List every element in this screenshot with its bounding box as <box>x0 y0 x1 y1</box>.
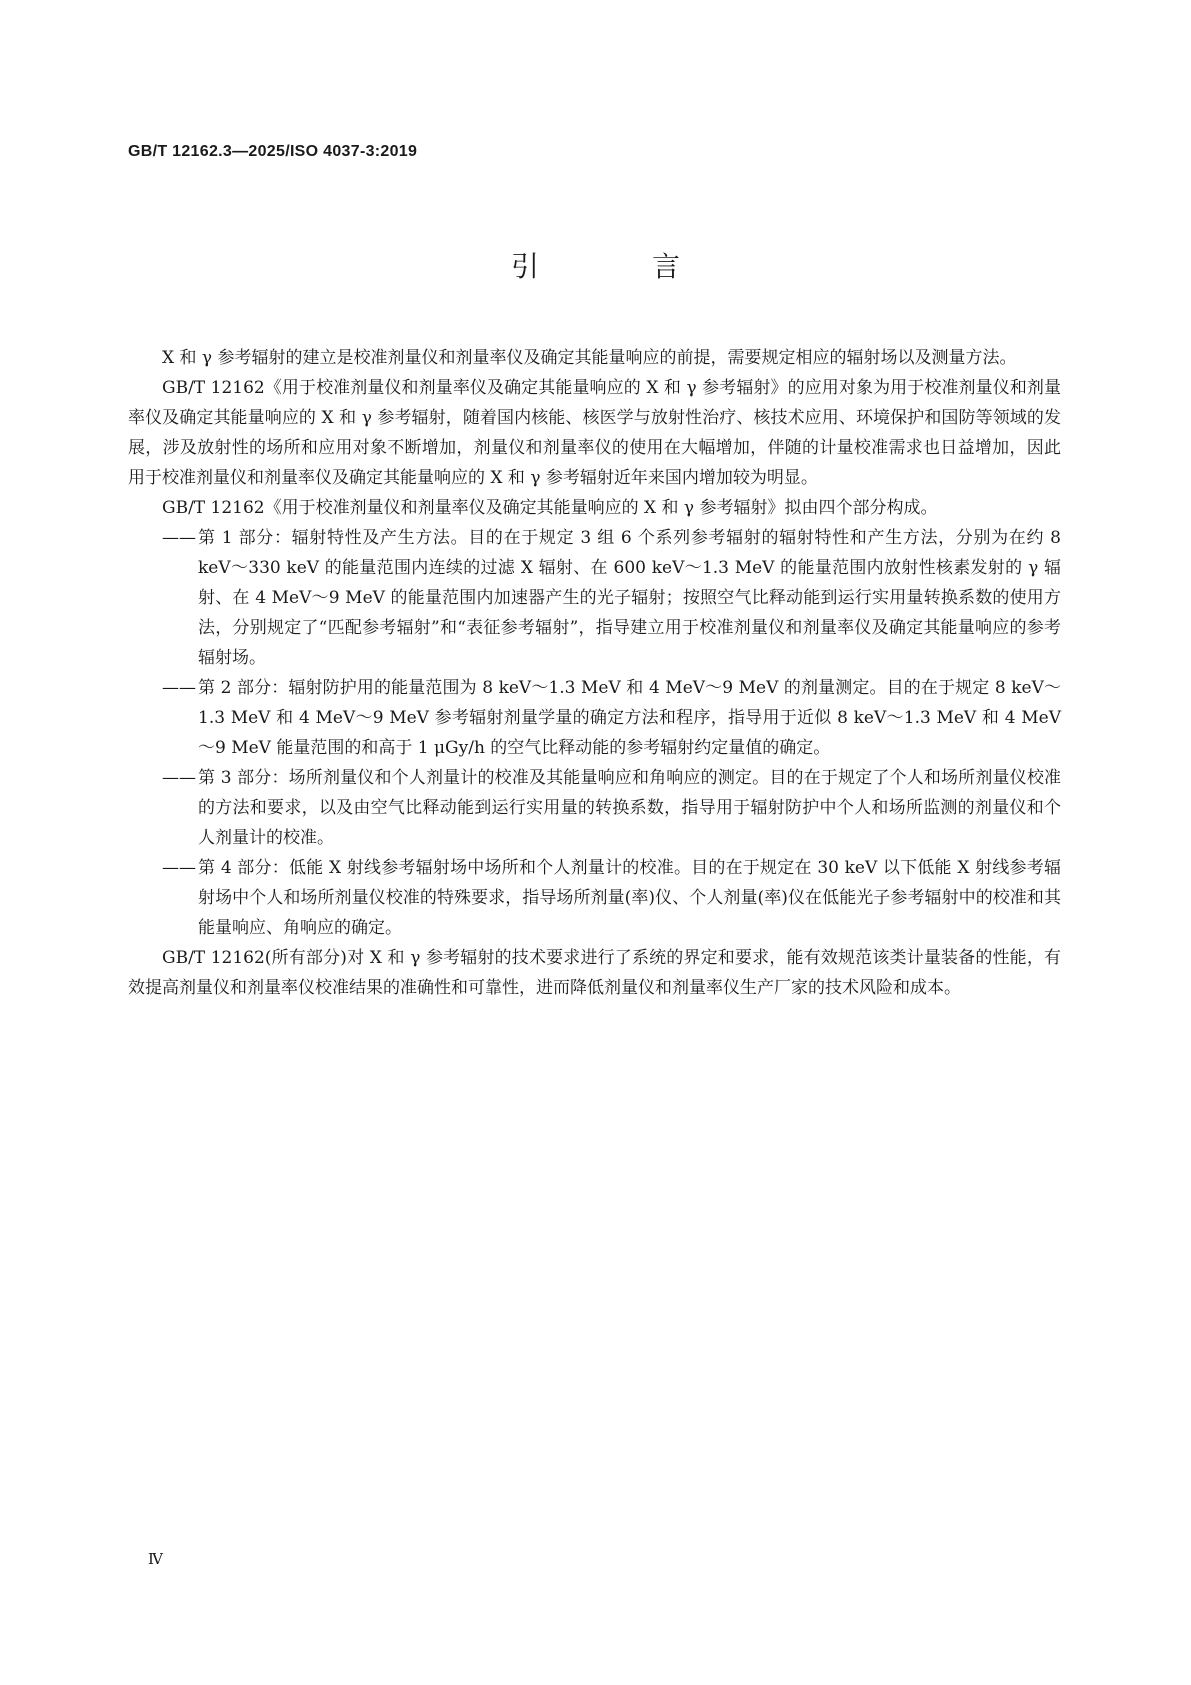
paragraph: GB/T 12162《用于校准剂量仪和剂量率仪及确定其能量响应的 X 和 γ 参考辐射》拟由四个部分构成。 <box>162 498 938 518</box>
list-dash: —— <box>162 858 196 878</box>
list-item-text: 第 3 部分：场所剂量仪和个人剂量计的校准及其能量响应和角响应的测定。目的在于规定了个人和场所剂量仪校准的方法和要求，以及由空气比释动能到运行实用量的转换系数，指导用于辐射防护中个人和场所监测的剂量仪和个人剂量计的校准。 <box>198 768 1061 848</box>
list-item-text: 第 2 部分：辐射防护用的能量范围为 8 keV～1.3 MeV 和 4 MeV～9 MeV 的剂量测定。目的在于规定 8 keV～1.3 MeV 和 4 MeV～9 MeV 参考辐射剂量学量的确定方法和程序，指导用于近似 8 keV～1.3 MeV 和 4 MeV～9 MeV 能量范围的和高于 1 μGy/h 的空气比释动能的参考辐射约定量值的确定。 <box>198 678 1061 758</box>
standard-code: GB/T 12162.3—2025/ISO 4037-3:2019 <box>128 143 418 160</box>
list-item <box>128 673 1061 763</box>
introduction-body <box>128 343 1061 1003</box>
list-item <box>128 763 1061 853</box>
list-item-text: 第 1 部分：辐射特性及产生方法。目的在于规定 3 组 6 个系列参考辐射的辐射特性和产生方法，分别为在约 8 keV～330 keV 的能量范围内连续的过滤 X 辐射、在 600 keV～1.3 MeV 的能量范围内放射性核素发射的 γ 辐射、在 4 MeV～9 MeV 的能量范围内加速器产生的光子辐射；按照空气比释动能到运行实用量转换系数的使用方法，分别规定了“匹配参考辐射”和“表征参考辐射”，指导建立用于校准剂量仪和剂量率仪及确定其能量响应的参考辐射场。 <box>198 528 1062 668</box>
list-item <box>128 853 1061 943</box>
paragraph: GB/T 12162(所有部分)对 X 和 γ 参考辐射的技术要求进行了系统的界定和要求，能有效规范该类计量装备的性能，有效提高剂量仪和剂量率仪校准结果的准确性和可靠性，进而降低剂量仪和剂量率仪生产厂家的技术风险和成本。 <box>128 948 1061 998</box>
paragraph: X 和 γ 参考辐射的建立是校准剂量仪和剂量率仪及确定其能量响应的前提，需要规定相应的辐射场以及测量方法。 <box>162 348 1017 368</box>
page-number: Ⅳ <box>148 1550 163 1568</box>
list-item <box>128 523 1061 673</box>
list-dash: —— <box>162 768 196 788</box>
list-dash: —— <box>162 528 196 548</box>
paragraph: GB/T 12162《用于校准剂量仪和剂量率仪及确定其能量响应的 X 和 γ 参考辐射》的应用对象为用于校准剂量仪和剂量率仪及确定其能量响应的 X 和 γ 参考辐射，随着国内核能、核医学与放射性治疗、核技术应用、环境保护和国防等领域的发展，涉及放射性的场所和应用对象不断增加，剂量仪和剂量率仪的使用在大幅增加，伴随的计量校准需求也日益增加，因此用于校准剂量仪和剂量率仪及确定其能量响应的 X 和 γ 参考辐射近年来国内增加较为明显。 <box>128 378 1061 488</box>
page-title: 引 言 <box>511 250 732 283</box>
list-dash: —— <box>162 678 196 698</box>
list-item-text: 第 4 部分：低能 X 射线参考辐射场中场所和个人剂量计的校准。目的在于规定在 30 keV 以下低能 X 射线参考辐射场中个人和场所剂量仪校准的特殊要求，指导场所剂量(率)仪、个人剂量(率)仪在低能光子参考辐射中的校准和其能量响应、角响应的确定。 <box>198 858 1061 938</box>
